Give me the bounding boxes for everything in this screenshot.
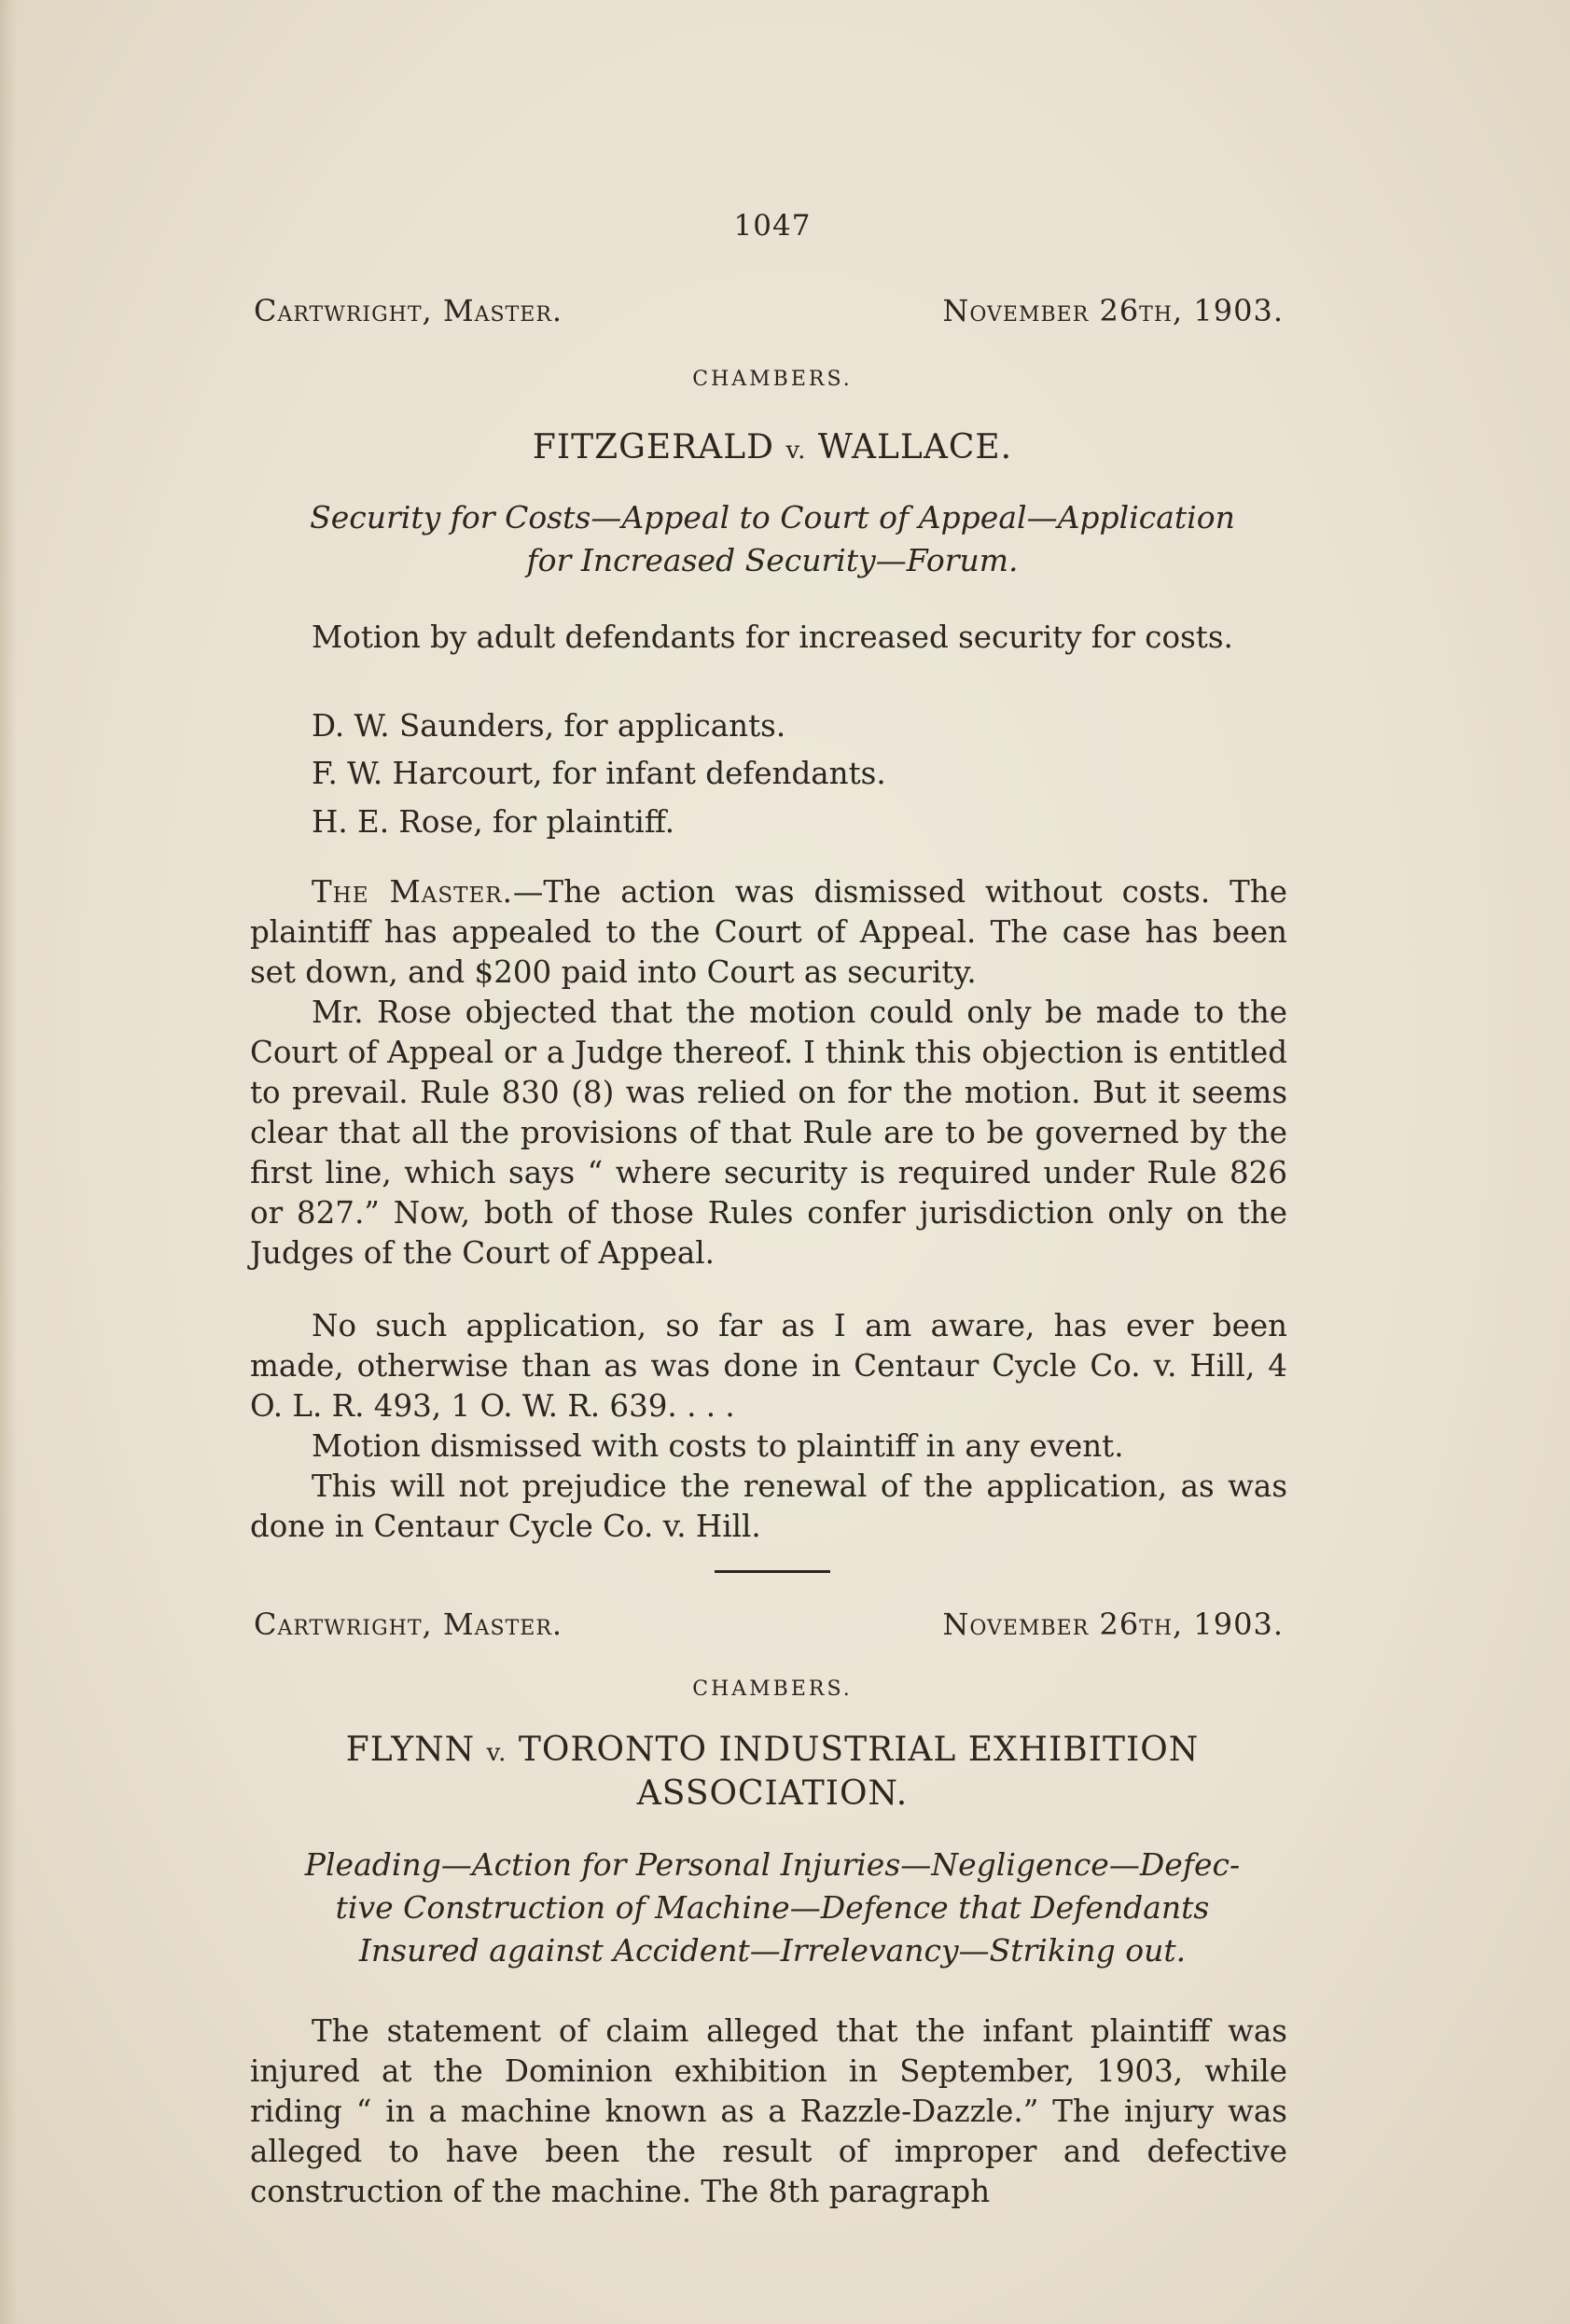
section-divider xyxy=(715,1570,830,1573)
case2-title-plaintiff: FLYNN xyxy=(345,1731,476,1769)
case2-title-line2: ASSOCIATION. xyxy=(636,1774,909,1813)
case1-master-name: Cartwright, Master. xyxy=(254,293,563,328)
case1-judgment-p5: This will not prejudice the renewal of the application, as was done in Centaur Cycle Co. v. Hill. xyxy=(250,1468,1287,1544)
case1-title-v: v. xyxy=(785,437,807,465)
case2-master-name: Cartwright, Master. xyxy=(254,1607,563,1642)
case1-header xyxy=(254,293,1284,328)
case1-title-defendant: WALLACE. xyxy=(817,428,1013,466)
case2-title-line1 xyxy=(250,1730,1295,1774)
case1-title-plaintiff: FITZGERALD xyxy=(532,428,775,466)
case1-judgment-p4: Motion dismissed with costs to plaintiff in any event. xyxy=(312,1428,1124,1464)
case1-chambers: CHAMBERS. xyxy=(692,368,853,391)
case2-headnote xyxy=(250,1844,1295,1972)
case1-counsel-3: H. E. Rose, for plaintiff. xyxy=(312,804,675,840)
case2-title-defendant: TORONTO INDUSTRIAL EXHIBITION xyxy=(518,1731,1200,1769)
case2-headnote-line2: tive Construction of Machine—Defence that Defendants xyxy=(335,1889,1210,1926)
case1-judgment-p3: No such application, so far as I am aware, has ever been made, otherwise than as was done in Centaur Cycle Co. v. Hill, 4 O. L. R. 493, 1 O. W. R. 639. . . . xyxy=(250,1308,1287,1424)
case1-counsel-1: D. W. Saunders, for applicants. xyxy=(312,708,786,744)
case1-headnote-line1: Security for Costs—Appeal to Court of Appeal—Application xyxy=(310,499,1235,536)
case1-master-label: The Master. xyxy=(312,874,513,910)
case1-judgment-p1 xyxy=(250,872,1287,993)
case2-chambers: CHAMBERS. xyxy=(692,1677,853,1701)
case1-judgment-p2: Mr. Rose objected that the motion could only be made to the Court of Appeal or a Judge thereof. I think this objection is entitled to prevail. Rule 830 (8) was relied on for the motion. But it seems clear that all the provisions of that Rule are to be governed by the first line, which says “ where security is required under Rule 826 or 827.” Now, both of those Rules confer jurisdiction only on the Judges of the Court of Appeal. xyxy=(250,995,1287,1271)
case2-date: November 26th, 1903. xyxy=(942,1607,1284,1642)
case1-title xyxy=(250,427,1295,471)
case2-headnote-line3: Insured against Accident—Irrelevancy—Striking out. xyxy=(358,1932,1187,1969)
case2-statement: The statement of claim alleged that the infant plaintiff was injured at the Dominion exhibition in September, 1903, while riding “ in a machine known as a Razzle-Dazzle.” The injury was alleged to have been the result of improper and defective construction of the machine. The 8th paragraph xyxy=(250,2013,1287,2209)
case1-headnote-line2: for Increased Security—Forum. xyxy=(526,542,1019,578)
case1-date: November 26th, 1903. xyxy=(942,293,1284,328)
case2-title-v: v. xyxy=(486,1739,507,1767)
page-number: 1047 xyxy=(733,209,812,243)
case2-header xyxy=(254,1607,1284,1642)
page-edge-shadow xyxy=(0,0,17,2324)
case1-headnote xyxy=(250,496,1295,582)
case1-motion: Motion by adult defendants for increased security for costs. xyxy=(312,619,1233,655)
case1-counsel-2: F. W. Harcourt, for infant defendants. xyxy=(312,756,886,791)
case2-title xyxy=(250,1730,1295,1815)
case1-judgment-p1-text: —The action was dismissed without costs. The plaintiff has appealed to the Court of Appeal. The case has been set down, and $200 paid into Court as security. xyxy=(250,874,1287,990)
case2-headnote-line1: Pleading—Action for Personal Injuries—Negligence—Defec- xyxy=(304,1846,1241,1883)
